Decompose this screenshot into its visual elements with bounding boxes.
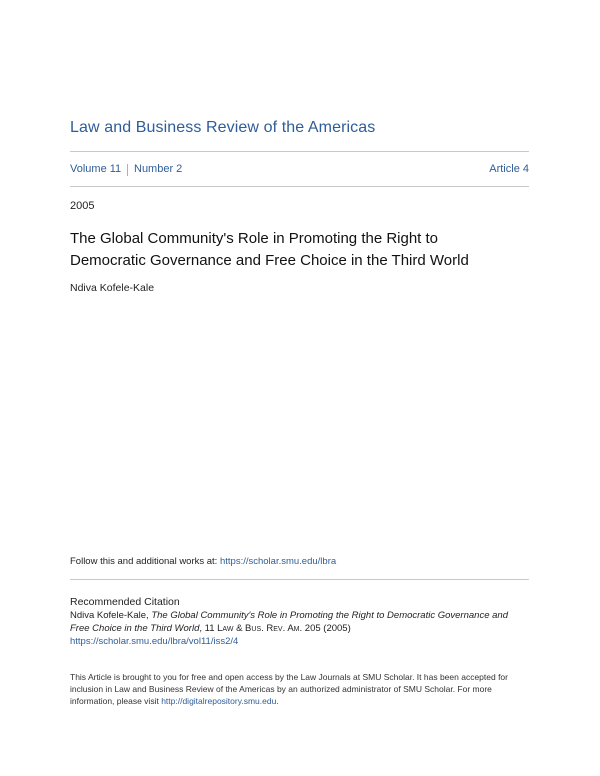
citation-title: The Global Community's Role in Promoting the Right to Democratic Governance and Free Choice in the Third World: [70, 610, 508, 634]
citation-suffix: 205 (2005): [302, 623, 351, 634]
follow-text: Follow this and additional works at:: [70, 556, 220, 567]
follow-line: [70, 556, 336, 567]
follow-link[interactable]: https://scholar.smu.edu/lbra: [219, 556, 337, 567]
author-name: Ndiva Kofele-Kale: [70, 282, 155, 294]
journal-title-link[interactable]: Law and Business Review of the Americas: [70, 119, 376, 136]
notice-text: This Article is brought to you for free and open access by the Law Journals at SMU Scholar. It has been accepted for inclusion in Law and Business Review of the Americas by an authorized administrator of SMU Scholar. For more information, please visit: [70, 672, 508, 706]
access-notice: [70, 671, 532, 707]
divider-issue: [70, 186, 529, 187]
divider-top: [70, 151, 529, 152]
recommended-citation-heading: Recommended Citation: [70, 596, 180, 608]
article-title-line: Democratic Governance and Free Choice in the Third World: [70, 252, 469, 269]
notice-end: .: [276, 696, 279, 706]
citation-author: Ndiva Kofele-Kale,: [70, 610, 152, 621]
citation-url-link[interactable]: https://scholar.smu.edu/lbra/vol11/iss2/4: [70, 636, 239, 647]
recommended-citation: [70, 609, 530, 648]
citation-source: Law & Bus. Rev. Am.: [217, 623, 303, 634]
divider-citation: [70, 579, 529, 580]
issue-separator: [127, 164, 128, 176]
citation-prefix: , 11: [199, 623, 218, 634]
publication-year: 2005: [70, 200, 95, 212]
article-title: [70, 228, 510, 272]
number-link[interactable]: Number 2: [134, 163, 183, 175]
article-link[interactable]: Article 4: [489, 163, 529, 175]
article-title-line: The Global Community's Role in Promoting the Right to: [70, 230, 439, 247]
repository-link[interactable]: http://digitalrepository.smu.edu: [161, 696, 277, 706]
issue-bar: [70, 163, 529, 177]
volume-link[interactable]: Volume 11: [70, 163, 122, 175]
